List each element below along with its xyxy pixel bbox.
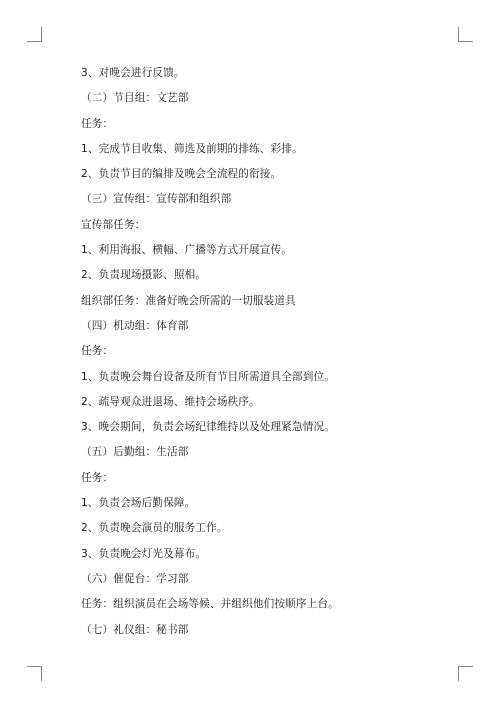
crop-mark-top-left [27,27,42,42]
text-line: 2、疏导观众进退场、维持会场秩序。 [81,395,260,408]
text-line: 3、晚会期间，负责会场纪律维持以及处理紧急情况。 [81,421,335,434]
text-line: 宣传部任务： [81,218,146,231]
section-heading: （五）后勤组：生活部 [81,446,189,459]
text-line: 1、负责会场后勤保障。 [81,497,196,510]
text-line: 2、负责现场摄影、照相。 [81,269,207,282]
text-line: 1、利用海报、横幅、广播等方式开展宣传。 [81,244,293,257]
section-heading: （四）机动组：体育部 [81,319,189,332]
text-line: 1、完成节目收集、筛选及前期的排练、彩排。 [81,142,303,155]
text-line: 3、对晚会进行反馈。 [81,67,185,79]
text-line: 2、负责晚会演员的服务工作。 [81,522,228,535]
text-line: 任务： [81,117,114,130]
text-line: 2、负责节目的编排及晚会全流程的衔接。 [81,168,282,181]
text-line: 任务： [81,471,114,484]
text-line: 任务： [81,345,114,358]
section-heading: （七）礼仪组：秘书部 [81,623,189,636]
section-heading: （三）宣传组：宣传部和组织部 [81,193,232,206]
section-heading: （二）节目组：文艺部 [81,92,189,105]
document-body [81,67,461,649]
crop-mark-bottom-right [458,666,473,681]
text-line: 1、负责晚会舞台设备及所有节目所需道具全部到位。 [81,370,335,383]
text-line: 3、负责晚会灯光及幕布。 [81,547,207,560]
crop-mark-bottom-left [27,666,42,681]
text-line: 任务：组织演员在会场等候、并组织他们按顺序上台。 [81,598,339,611]
crop-mark-top-right [458,27,473,42]
section-heading: （六）催促台：学习部 [81,572,189,585]
text-line: 组织部任务：准备好晚会所需的一切服装道具 [81,294,296,307]
